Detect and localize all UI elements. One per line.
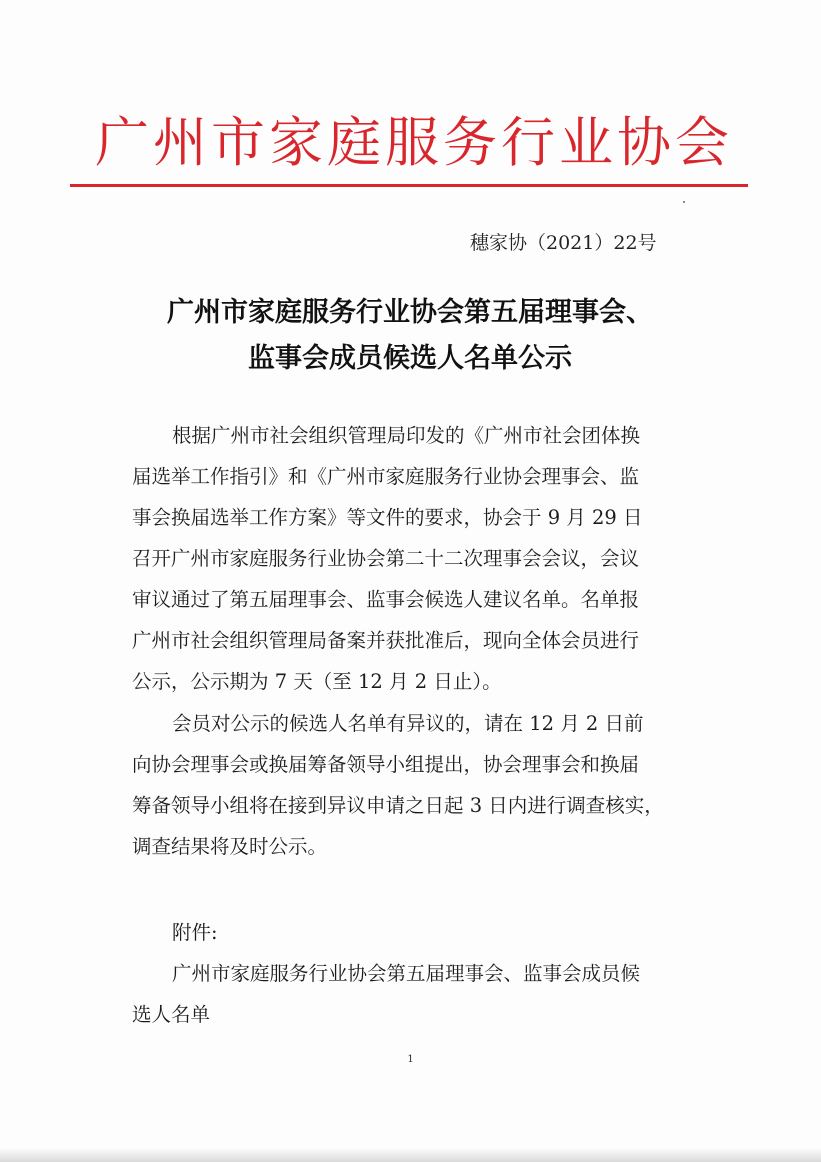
paragraph-1-line: 广州市社会组织管理局备案并获批准后，现向全体会员进行 — [132, 629, 640, 652]
document-title-line-2: 监事会成员候选人名单公示 — [248, 343, 572, 374]
paragraph-2-line: 向协会理事会或换届筹备领导小组提出，协会理事会和换届 — [132, 753, 640, 776]
paragraph-1-line: 召开广州市家庭服务行业协会第二十二次理事会会议，会议 — [132, 547, 640, 570]
paragraph-1-line: 根据广州市社会组织管理局印发的《广州市社会团体换 — [172, 424, 641, 447]
paragraph-1-line: 公示，公示期为 7 天（至 12 月 2 日止）。 — [132, 670, 502, 693]
letterhead-title: 广州市家庭服务行业协会 — [95, 111, 733, 174]
scan-speck — [683, 201, 685, 203]
document-title-line-1: 广州市家庭服务行业协会第五届理事会、 — [167, 297, 653, 328]
document-number: 穗家协（2021）22号 — [470, 232, 657, 254]
paragraph-2-line: 会员对公示的候选人名单有异议的，请在 12 月 2 日前 — [172, 712, 644, 735]
letterhead-red-rule — [70, 184, 748, 187]
paragraph-1-line: 事会换届选举工作方案》等文件的要求，协会于 9 月 29 日 — [132, 506, 643, 529]
paragraph-2-line: 筹备领导小组将在接到异议申请之日起 3 日内进行调查核实， — [132, 794, 664, 817]
attachment-label: 附件: — [172, 921, 218, 944]
paragraph-1-line: 审议通过了第五届理事会、监事会候选人建议名单。名单报 — [132, 588, 640, 611]
attachment-line: 广州市家庭服务行业协会第五届理事会、监事会成员候 — [172, 962, 641, 985]
paragraph-1-line: 届选举工作指引》和《广州市家庭服务行业协会理事会、监 — [132, 465, 640, 488]
attachment-line: 选人名单 — [132, 1003, 211, 1026]
scan-edge-shadow — [0, 1148, 821, 1162]
page-number: 1 — [407, 1054, 414, 1065]
paragraph-2-line: 调查结果将及时公示。 — [132, 835, 328, 858]
